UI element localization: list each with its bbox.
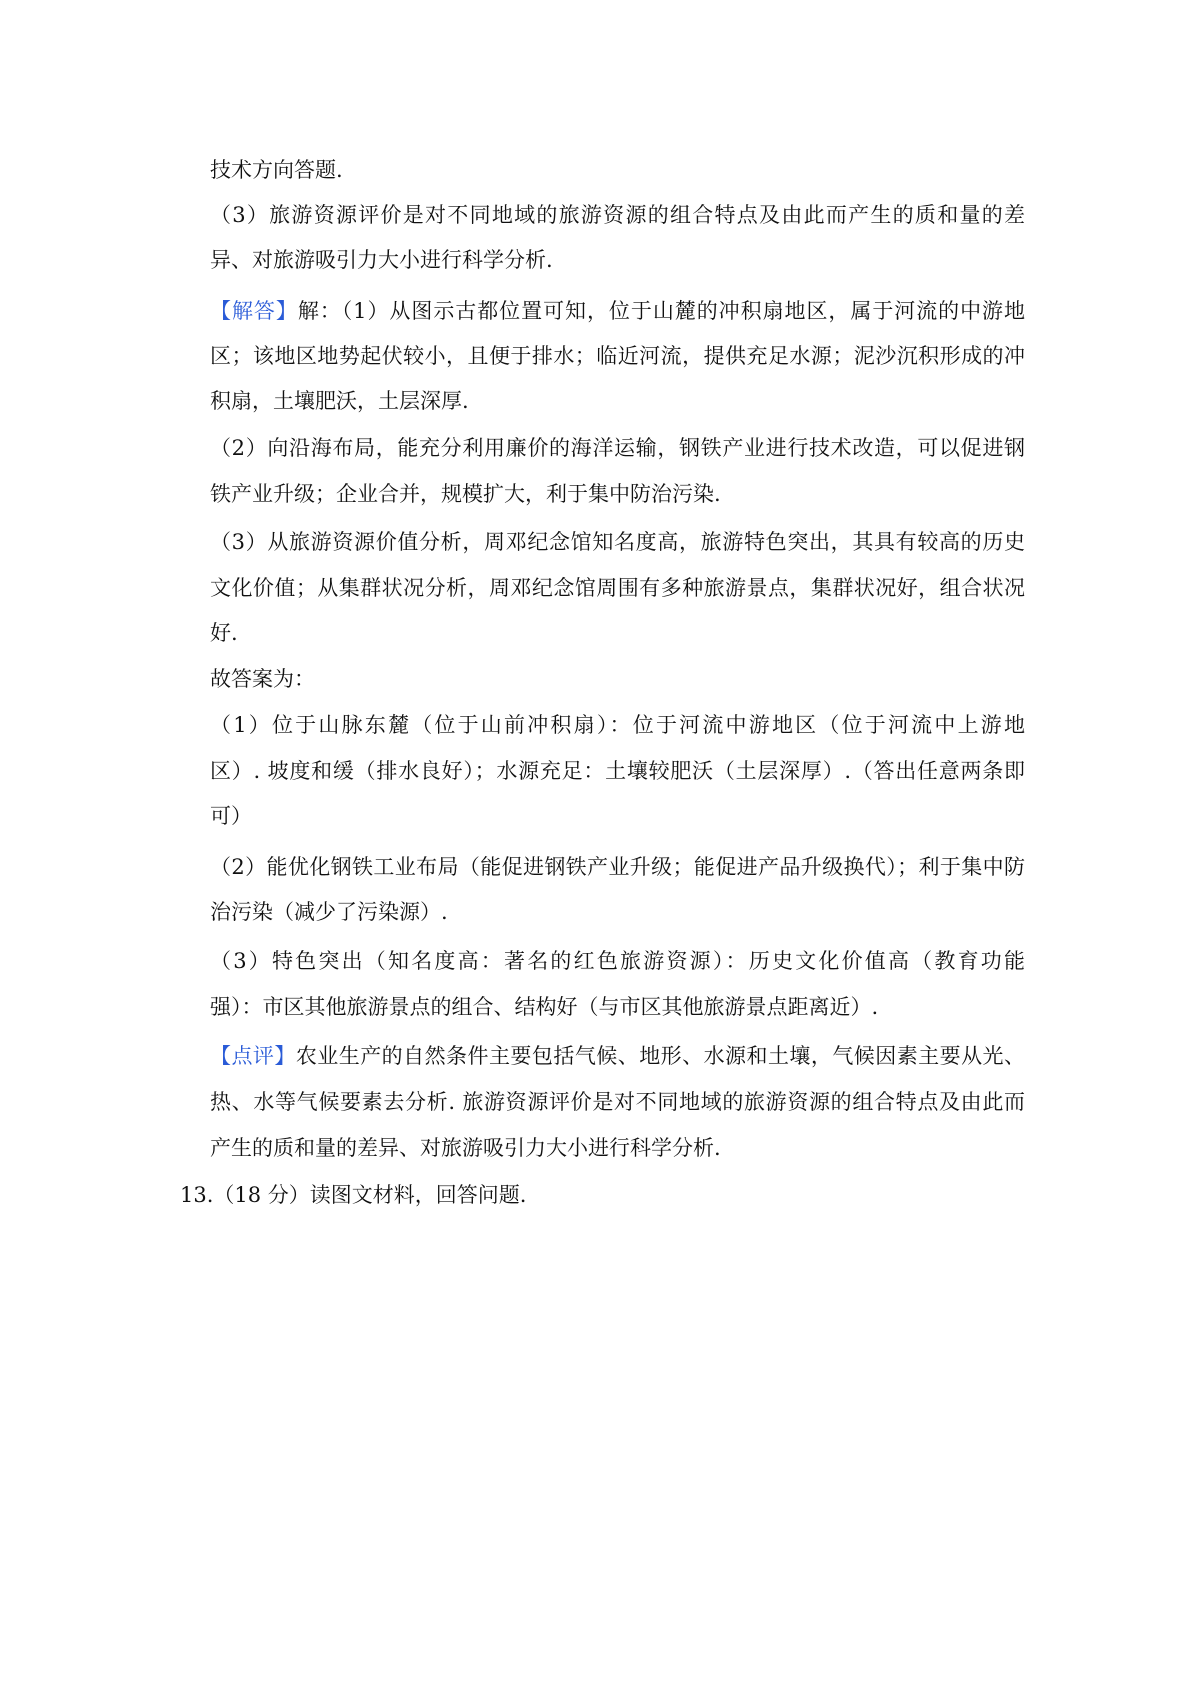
text-span: 解：（1）从图示古都位置可知，位于山麓的冲积扇地区，属于河流的中游地 [297, 299, 1026, 323]
question-13: 13.（18 分）读图文材料，回答问题. [180, 1183, 527, 1207]
text-span: 农业生产的自然条件主要包括气候、地形、水源和土壤，气候因素主要从光、 [295, 1044, 1026, 1068]
text-line: 治污染（减少了污染源）. [210, 900, 448, 924]
comment-tag: 【点评】 [210, 1044, 296, 1068]
text-line: 异、对旅游吸引力大小进行科学分析. [210, 248, 553, 272]
text-line: 铁产业升级；企业合并，规模扩大，利于集中防治污染. [210, 482, 721, 506]
text-line: 技术方向答题. [210, 158, 343, 182]
text-line: 区；该地区地势起伏较小，且便于排水；临近河流，提供充足水源；泥沙沉积形成的冲 [210, 344, 1025, 368]
text-line: 产生的质和量的差异、对旅游吸引力大小进行科学分析. [210, 1136, 721, 1160]
text-line: 积扇，土壤肥沃，土层深厚. [210, 389, 469, 413]
text-line: （1）位于山脉东麓（位于山前冲积扇）：位于河流中游地区（位于河流中上游地 [210, 713, 1025, 737]
comment-paragraph-line [210, 1041, 1025, 1071]
answer-paragraph-line [210, 296, 1025, 326]
text-line: （2）能优化钢铁工业布局（能促进钢铁产业升级；能促进产品升级换代）；利于集中防 [210, 855, 1025, 879]
text-line: （3）从旅游资源价值分析，周邓纪念馆知名度高，旅游特色突出，其具有较高的历史 [210, 530, 1025, 554]
text-line: 好. [210, 621, 238, 645]
text-line: 强）：市区其他旅游景点的组合、结构好（与市区其他旅游景点距离近）. [210, 995, 879, 1019]
text-line: 可） [210, 804, 252, 828]
text-line: 区）. 坡度和缓（排水良好）；水源充足：土壤较肥沃（土层深厚）.（答出任意两条即 [210, 759, 1025, 783]
text-line: （3）旅游资源评价是对不同地域的旅游资源的组合特点及由此而产生的质和量的差 [210, 203, 1025, 227]
text-line: 故答案为： [210, 667, 315, 691]
text-line: 文化价值；从集群状况分析，周邓纪念馆周围有多种旅游景点，集群状况好，组合状况 [210, 576, 1025, 600]
answer-tag: 【解答】 [210, 299, 298, 323]
text-line: 热、水等气候要素去分析. 旅游资源评价是对不同地域的旅游资源的组合特点及由此而 [210, 1090, 1025, 1114]
text-line: （3）特色突出（知名度高：著名的红色旅游资源）：历史文化价值高（教育功能 [210, 949, 1025, 973]
text-line: （2）向沿海布局，能充分利用廉价的海洋运输，钢铁产业进行技术改造，可以促进钢 [210, 436, 1025, 460]
